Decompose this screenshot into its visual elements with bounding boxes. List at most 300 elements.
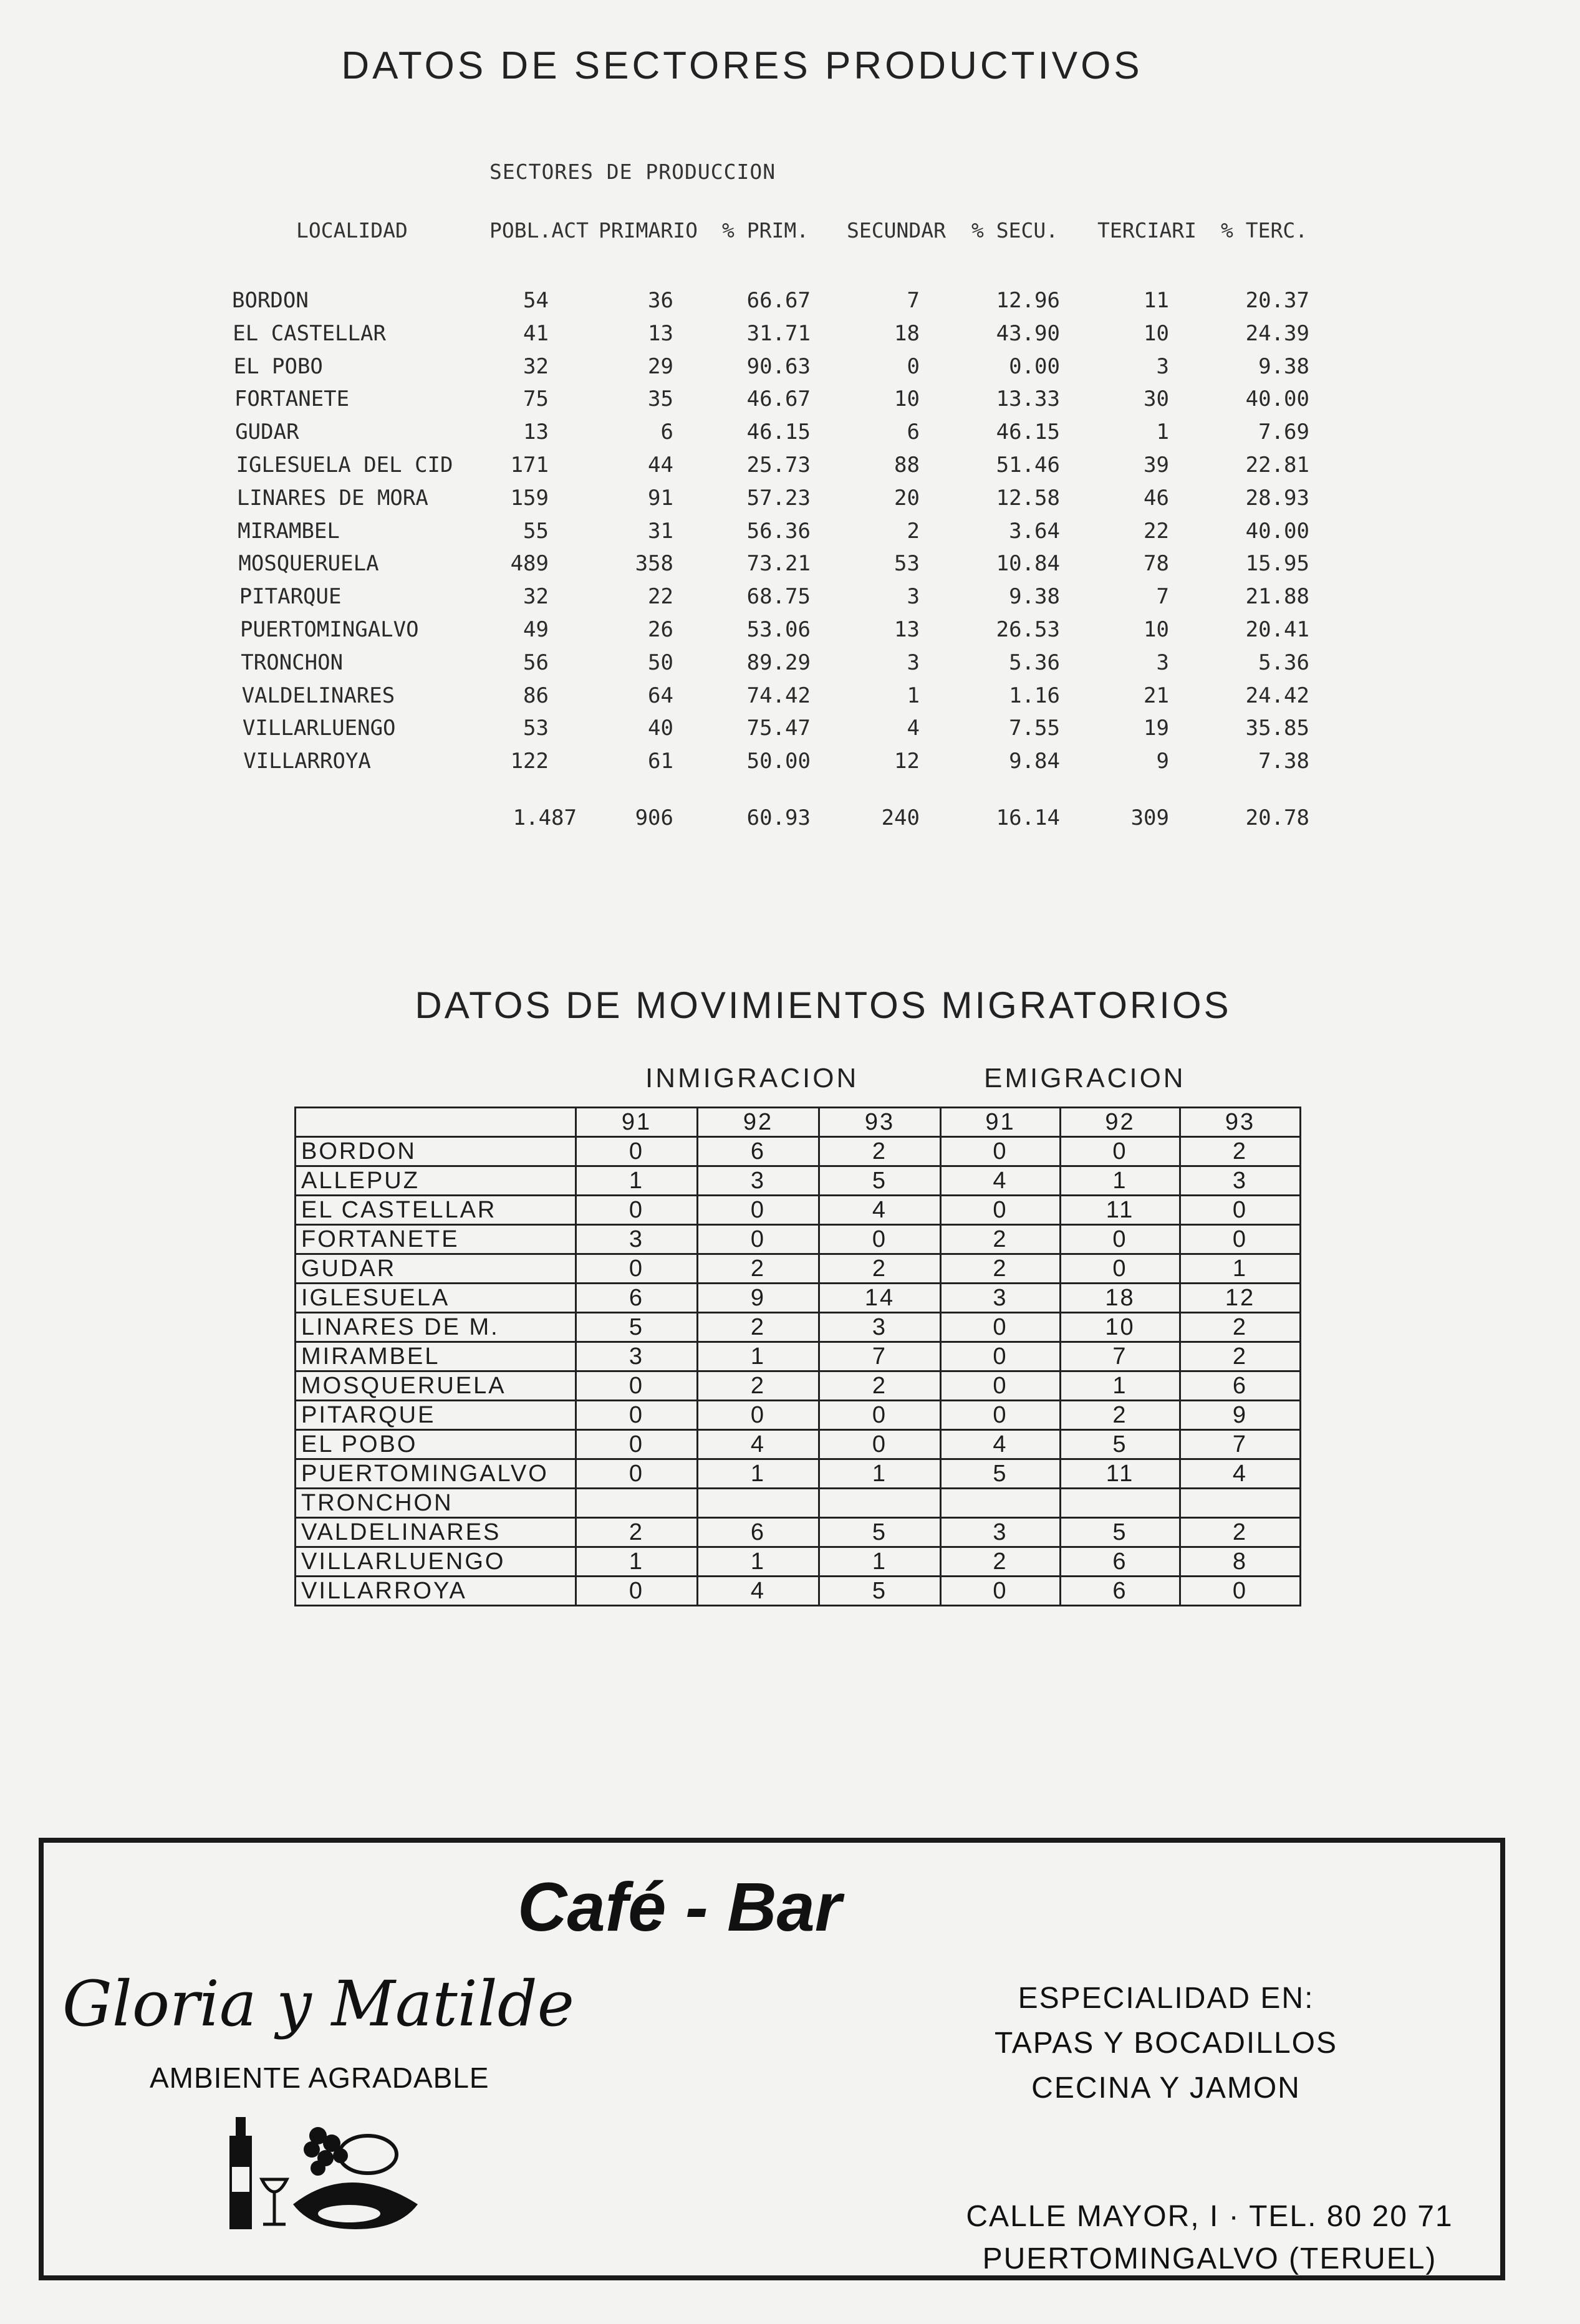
migracion-value: 5 <box>819 1166 941 1196</box>
migracion-value: 4 <box>819 1196 941 1225</box>
cell-localidad: PITARQUE <box>239 584 342 610</box>
migracion-value: 3 <box>576 1342 698 1371</box>
migracion-value: 1 <box>1061 1371 1180 1401</box>
migracion-value: 0 <box>1180 1196 1301 1225</box>
migracion-value: 5 <box>576 1313 698 1342</box>
migracion-value: 0 <box>1061 1225 1180 1254</box>
migracion-value: 9 <box>1180 1401 1301 1430</box>
migracion-value: 0 <box>941 1313 1061 1342</box>
migracion-row <box>296 1459 1301 1489</box>
cell-terciari: 19 <box>1144 716 1169 741</box>
cafe-bar-advertisement <box>39 1838 1505 2280</box>
cell-pct-secu: 7.55 <box>1009 716 1060 741</box>
migracion-value: 3 <box>698 1166 819 1196</box>
migracion-value: 0 <box>576 1430 698 1459</box>
cell-pct-prim: 46.67 <box>746 387 811 412</box>
cell-terciari: 78 <box>1144 551 1169 577</box>
cell-pobl-act: 122 <box>510 749 549 774</box>
cell-secundar: 53 <box>894 551 920 577</box>
cell-secundar: 1 <box>907 683 920 708</box>
cell-secundar: 3 <box>907 650 920 675</box>
migracion-value: 2 <box>1180 1137 1301 1166</box>
cell-pct-prim: 89.29 <box>746 650 811 675</box>
migracion-years-row <box>296 1108 1301 1137</box>
cell-pct-terc: 7.69 <box>1258 420 1309 445</box>
cell-pct-terc: 7.38 <box>1258 749 1309 774</box>
col-header-pct-secu: % SECU. <box>971 218 1059 242</box>
cell-pct-prim: 73.21 <box>746 551 811 577</box>
migracion-value: 0 <box>941 1577 1061 1606</box>
migracion-value: 5 <box>1061 1430 1180 1459</box>
migracion-value: 4 <box>698 1577 819 1606</box>
cell-pct-prim: 50.00 <box>746 749 811 774</box>
sectores-title: DATOS DE SECTORES PRODUCTIVOS <box>341 44 1143 87</box>
cell-pct-prim: 56.36 <box>746 518 811 544</box>
migracion-row <box>296 1313 1301 1342</box>
migracion-value: 4 <box>698 1430 819 1459</box>
cell-pct-secu: 9.84 <box>1009 749 1060 774</box>
cell-localidad: MIRAMBEL <box>238 518 340 544</box>
cell-localidad: BORDON <box>232 288 309 313</box>
cell-pct-secu: 13.33 <box>996 387 1060 412</box>
migracion-localidad: GUDAR <box>296 1254 576 1284</box>
sectores-row <box>0 321 1580 353</box>
migracion-value: 1 <box>819 1459 941 1489</box>
cell-pct-secu: 51.46 <box>996 453 1060 478</box>
col-header-pobl-act: POBL.ACT <box>489 218 589 242</box>
migracion-value: 10 <box>1061 1313 1180 1342</box>
migracion-value: 2 <box>698 1313 819 1342</box>
sectores-row <box>0 420 1580 452</box>
migracion-value: 8 <box>1180 1547 1301 1577</box>
cell-pobl-act: 55 <box>523 518 549 544</box>
migracion-value: 2 <box>819 1371 941 1401</box>
migracion-value <box>576 1489 698 1518</box>
migracion-value: 0 <box>941 1371 1061 1401</box>
migracion-localidad: MOSQUERUELA <box>296 1371 576 1401</box>
cell-primario: 13 <box>648 320 673 346</box>
cell-localidad: MOSQUERUELA <box>238 551 379 577</box>
cell-pct-prim: 90.63 <box>746 353 811 379</box>
migracion-value <box>819 1489 941 1518</box>
migracion-row <box>296 1225 1301 1254</box>
migracion-value <box>1061 1489 1180 1518</box>
migracion-value: 4 <box>1180 1459 1301 1489</box>
migracion-value: 2 <box>941 1547 1061 1577</box>
total-pct-terc: 20.78 <box>1245 805 1309 830</box>
migracion-value: 0 <box>819 1225 941 1254</box>
cell-pobl-act: 56 <box>523 650 549 675</box>
emigracion-label: EMIGRACION <box>984 1063 1186 1093</box>
cell-secundar: 20 <box>894 485 920 511</box>
cell-localidad: VILLARLUENGO <box>242 716 396 741</box>
col-header-primario: PRIMARIO <box>599 218 698 242</box>
ad-tagline: AMBIENTE AGRADABLE <box>150 2062 489 2094</box>
cell-primario: 40 <box>648 716 673 741</box>
cell-pobl-act: 171 <box>510 453 549 478</box>
cell-pct-terc: 5.36 <box>1258 650 1309 675</box>
total-pct-prim: 60.93 <box>746 805 811 830</box>
year-header: 91 <box>941 1108 1061 1137</box>
cell-primario: 26 <box>648 617 673 642</box>
migracion-value: 7 <box>819 1342 941 1371</box>
migracion-value: 2 <box>1180 1313 1301 1342</box>
migracion-row <box>296 1489 1301 1518</box>
migracion-value: 0 <box>698 1196 819 1225</box>
migracion-value: 12 <box>1180 1284 1301 1313</box>
total-secundar: 240 <box>881 805 920 830</box>
cell-pct-terc: 40.00 <box>1245 387 1309 412</box>
migracion-localidad: ALLEPUZ <box>296 1166 576 1196</box>
corner-cell <box>296 1108 576 1137</box>
migracion-value: 0 <box>1061 1137 1180 1166</box>
cell-primario: 31 <box>648 518 673 544</box>
migracion-localidad: PITARQUE <box>296 1401 576 1430</box>
cell-pobl-act: 75 <box>523 387 549 412</box>
migracion-row <box>296 1518 1301 1547</box>
migracion-table <box>294 1107 1301 1606</box>
cell-primario: 35 <box>648 387 673 412</box>
sectores-row <box>0 453 1580 485</box>
migracion-value: 5 <box>941 1459 1061 1489</box>
cell-terciari: 30 <box>1144 387 1169 412</box>
migracion-value: 5 <box>819 1518 941 1547</box>
sectores-row <box>0 288 1580 320</box>
migracion-value: 0 <box>819 1430 941 1459</box>
migracion-localidad: VILLARLUENGO <box>296 1547 576 1577</box>
migracion-value: 0 <box>576 1401 698 1430</box>
col-header-terciari: TERCIARI <box>1097 218 1197 242</box>
migracion-row <box>296 1371 1301 1401</box>
cell-pct-secu: 5.36 <box>1009 650 1060 675</box>
cell-pct-secu: 10.84 <box>996 551 1060 577</box>
cell-pct-prim: 31.71 <box>746 320 811 346</box>
cell-localidad: LINARES DE MORA <box>236 485 428 511</box>
migracion-row <box>296 1430 1301 1459</box>
sectores-row <box>0 551 1580 583</box>
cell-pct-prim: 74.42 <box>746 683 811 708</box>
migracion-value: 0 <box>576 1196 698 1225</box>
migracion-localidad: BORDON <box>296 1137 576 1166</box>
cell-pobl-act: 159 <box>510 485 549 511</box>
col-header-localidad: LOCALIDAD <box>296 218 408 242</box>
migracion-value: 2 <box>1061 1401 1180 1430</box>
cell-pct-terc: 20.41 <box>1245 617 1309 642</box>
sectores-row <box>0 354 1580 387</box>
sectores-subheading: SECTORES DE PRODUCCION <box>489 160 776 184</box>
cell-pct-prim: 68.75 <box>746 584 811 610</box>
cell-pobl-act: 41 <box>523 320 549 346</box>
year-header: 91 <box>576 1108 698 1137</box>
cell-primario: 50 <box>648 650 673 675</box>
migracion-value: 2 <box>819 1254 941 1284</box>
cell-localidad: VILLARROYA <box>243 749 371 774</box>
migracion-title: DATOS DE MOVIMIENTOS MIGRATORIOS <box>415 984 1231 1026</box>
cell-pobl-act: 86 <box>523 683 549 708</box>
cell-pct-prim: 75.47 <box>746 716 811 741</box>
migracion-row <box>296 1284 1301 1313</box>
migracion-value: 0 <box>576 1254 698 1284</box>
migracion-value: 0 <box>698 1401 819 1430</box>
cell-pct-prim: 57.23 <box>746 485 811 511</box>
ad-address: CALLE MAYOR, I · TEL. 80 20 71 <box>966 2200 1453 2233</box>
cell-pct-terc: 20.37 <box>1245 288 1309 313</box>
migracion-value: 1 <box>698 1459 819 1489</box>
cell-localidad: IGLESUELA DEL CID <box>236 453 453 478</box>
year-header: 93 <box>1180 1108 1301 1137</box>
cell-pct-terc: 22.81 <box>1245 453 1309 478</box>
migracion-value: 1 <box>698 1547 819 1577</box>
sectores-row <box>0 749 1580 781</box>
cell-terciari: 3 <box>1156 650 1169 675</box>
cell-pct-prim: 46.15 <box>746 420 811 445</box>
sectores-row <box>0 486 1580 518</box>
cell-terciari: 10 <box>1144 320 1169 346</box>
migracion-localidad: MIRAMBEL <box>296 1342 576 1371</box>
migracion-value: 6 <box>1061 1547 1180 1577</box>
migracion-value: 18 <box>1061 1284 1180 1313</box>
year-header: 93 <box>819 1108 941 1137</box>
migracion-row <box>296 1196 1301 1225</box>
migracion-value: 2 <box>941 1254 1061 1284</box>
cell-secundar: 88 <box>894 453 920 478</box>
migracion-value: 2 <box>698 1254 819 1284</box>
migracion-value: 11 <box>1061 1459 1180 1489</box>
migracion-row <box>296 1401 1301 1430</box>
migracion-localidad: TRONCHON <box>296 1489 576 1518</box>
cell-primario: 64 <box>648 683 673 708</box>
migracion-value: 7 <box>1180 1430 1301 1459</box>
cell-pct-secu: 12.58 <box>996 485 1060 511</box>
cell-pct-prim: 25.73 <box>746 453 811 478</box>
cell-secundar: 7 <box>907 288 920 313</box>
migracion-value: 2 <box>1180 1518 1301 1547</box>
migracion-value: 0 <box>698 1225 819 1254</box>
migracion-value: 5 <box>1061 1518 1180 1547</box>
migracion-localidad: FORTANETE <box>296 1225 576 1254</box>
cell-primario: 36 <box>648 288 673 313</box>
migracion-value: 0 <box>941 1196 1061 1225</box>
migracion-value: 6 <box>576 1284 698 1313</box>
migracion-value: 0 <box>1180 1225 1301 1254</box>
migracion-value: 2 <box>576 1518 698 1547</box>
cell-terciari: 11 <box>1144 288 1169 313</box>
sectores-row <box>0 683 1580 716</box>
cell-primario: 91 <box>648 485 673 511</box>
migracion-value <box>698 1489 819 1518</box>
cell-pct-terc: 28.93 <box>1245 485 1309 511</box>
migracion-value: 3 <box>819 1313 941 1342</box>
migracion-localidad: EL POBO <box>296 1430 576 1459</box>
cell-pct-terc: 15.95 <box>1245 551 1309 577</box>
cell-primario: 358 <box>635 551 673 577</box>
cell-localidad: VALDELINARES <box>241 683 395 708</box>
cell-pobl-act: 53 <box>523 716 549 741</box>
cell-secundar: 18 <box>894 320 920 346</box>
cell-localidad: EL CASTELLAR <box>233 320 386 346</box>
cell-pobl-act: 32 <box>523 353 549 379</box>
cell-pct-secu: 9.38 <box>1009 584 1060 610</box>
migracion-value: 4 <box>941 1430 1061 1459</box>
cell-terciari: 21 <box>1144 683 1169 708</box>
cell-primario: 44 <box>648 453 673 478</box>
cell-pct-secu: 3.64 <box>1009 518 1060 544</box>
migracion-value: 3 <box>576 1225 698 1254</box>
cell-pct-secu: 0.00 <box>1009 353 1060 379</box>
cell-pct-secu: 1.16 <box>1009 683 1060 708</box>
migracion-value: 6 <box>1180 1371 1301 1401</box>
migracion-row <box>296 1166 1301 1196</box>
migracion-value: 0 <box>941 1342 1061 1371</box>
migracion-value: 0 <box>1180 1577 1301 1606</box>
cell-pct-secu: 12.96 <box>996 288 1060 313</box>
migracion-value: 2 <box>1180 1342 1301 1371</box>
sectores-row <box>0 387 1580 419</box>
total-pct-secu: 16.14 <box>996 805 1060 830</box>
cell-pobl-act: 54 <box>523 288 549 313</box>
cell-pct-terc: 9.38 <box>1258 353 1309 379</box>
cell-terciari: 46 <box>1144 485 1169 511</box>
total-primario: 906 <box>635 805 673 830</box>
cell-secundar: 4 <box>907 716 920 741</box>
inmigracion-label: INMIGRACION <box>645 1063 859 1093</box>
migracion-localidad: VALDELINARES <box>296 1518 576 1547</box>
cell-primario: 22 <box>648 584 673 610</box>
migracion-value: 1 <box>698 1342 819 1371</box>
ad-town: PUERTOMINGALVO (TERUEL) <box>982 2242 1437 2275</box>
migracion-value: 14 <box>819 1284 941 1313</box>
cell-pct-secu: 43.90 <box>996 320 1060 346</box>
ad-business-name: Gloria y Matilde <box>62 1967 574 2040</box>
migracion-localidad: PUERTOMINGALVO <box>296 1459 576 1489</box>
cell-secundar: 3 <box>907 584 920 610</box>
cell-pct-terc: 24.42 <box>1245 683 1309 708</box>
cell-pobl-act: 489 <box>510 551 549 577</box>
cell-terciari: 39 <box>1144 453 1169 478</box>
sectores-row <box>0 617 1580 650</box>
migracion-value: 3 <box>941 1518 1061 1547</box>
col-header-pct-terc: % TERC. <box>1221 218 1308 242</box>
migracion-value: 1 <box>1061 1166 1180 1196</box>
migracion-value: 6 <box>698 1137 819 1166</box>
migracion-value: 7 <box>1061 1342 1180 1371</box>
cell-pct-terc: 21.88 <box>1245 584 1309 610</box>
migracion-value: 0 <box>576 1577 698 1606</box>
migracion-value: 5 <box>819 1577 941 1606</box>
cell-localidad: FORTANETE <box>234 387 350 412</box>
migracion-value: 6 <box>698 1518 819 1547</box>
cell-secundar: 2 <box>907 518 920 544</box>
cell-pobl-act: 32 <box>523 584 549 610</box>
cell-pct-terc: 35.85 <box>1245 716 1309 741</box>
total-pobl-act: 1.487 <box>513 805 577 830</box>
cell-terciari: 10 <box>1144 617 1169 642</box>
cell-pct-terc: 24.39 <box>1245 320 1309 346</box>
migracion-value: 0 <box>941 1137 1061 1166</box>
sectores-row <box>0 519 1580 551</box>
year-header: 92 <box>698 1108 819 1137</box>
migracion-value: 2 <box>698 1371 819 1401</box>
cell-pobl-act: 49 <box>523 617 549 642</box>
migracion-value: 1 <box>1180 1254 1301 1284</box>
cell-localidad: GUDAR <box>235 420 299 445</box>
migracion-row <box>296 1547 1301 1577</box>
sectores-row <box>0 650 1580 683</box>
migracion-value: 3 <box>941 1284 1061 1313</box>
col-header-secundar: SECUNDAR <box>847 218 946 242</box>
migracion-value <box>941 1489 1061 1518</box>
cell-secundar: 6 <box>907 420 920 445</box>
ad-specialty-line: ESPECIALIDAD EN: <box>1018 1982 1314 2015</box>
col-header-pct-prim: % PRIM. <box>722 218 809 242</box>
sectores-row <box>0 716 1580 748</box>
cell-terciari: 1 <box>1156 420 1169 445</box>
migracion-localidad: EL CASTELLAR <box>296 1196 576 1225</box>
cell-primario: 6 <box>660 420 673 445</box>
migracion-value: 6 <box>1061 1577 1180 1606</box>
migracion-value: 4 <box>941 1166 1061 1196</box>
migracion-value: 0 <box>576 1137 698 1166</box>
cell-pct-secu: 26.53 <box>996 617 1060 642</box>
cell-terciari: 3 <box>1156 353 1169 379</box>
migracion-value: 11 <box>1061 1196 1180 1225</box>
migracion-value: 1 <box>576 1166 698 1196</box>
migracion-localidad: IGLESUELA <box>296 1284 576 1313</box>
migracion-value: 0 <box>941 1401 1061 1430</box>
cell-pct-prim: 53.06 <box>746 617 811 642</box>
ad-specialty-line: CECINA Y JAMON <box>1031 2072 1301 2105</box>
ad-specialty-line: TAPAS Y BOCADILLOS <box>995 2027 1337 2060</box>
migracion-value: 2 <box>941 1225 1061 1254</box>
migracion-value: 3 <box>1180 1166 1301 1196</box>
migracion-value: 0 <box>576 1371 698 1401</box>
year-header: 92 <box>1061 1108 1180 1137</box>
migracion-value: 0 <box>819 1401 941 1430</box>
wine-and-food-illustration-icon <box>224 2111 424 2242</box>
cell-terciari: 7 <box>1156 584 1169 610</box>
migracion-value: 1 <box>576 1547 698 1577</box>
migracion-value: 1 <box>819 1547 941 1577</box>
migracion-localidad: VILLARROYA <box>296 1577 576 1606</box>
sectores-row <box>0 584 1580 617</box>
migracion-localidad: LINARES DE M. <box>296 1313 576 1342</box>
cell-terciari: 9 <box>1156 749 1169 774</box>
cell-secundar: 10 <box>894 387 920 412</box>
cell-localidad: EL POBO <box>233 353 323 379</box>
migracion-value: 0 <box>576 1459 698 1489</box>
total-terciari: 309 <box>1130 805 1169 830</box>
cell-terciari: 22 <box>1144 518 1169 544</box>
sectores-totals-row <box>0 805 1580 838</box>
cell-secundar: 12 <box>894 749 920 774</box>
cell-secundar: 0 <box>907 353 920 379</box>
migracion-value <box>1180 1489 1301 1518</box>
migracion-row <box>296 1577 1301 1606</box>
cell-pct-terc: 40.00 <box>1245 518 1309 544</box>
migracion-value: 2 <box>819 1137 941 1166</box>
cell-localidad: PUERTOMINGALVO <box>240 617 419 642</box>
cell-primario: 61 <box>648 749 673 774</box>
cell-secundar: 13 <box>894 617 920 642</box>
cell-pobl-act: 13 <box>523 420 549 445</box>
migracion-row <box>296 1254 1301 1284</box>
migracion-value: 9 <box>698 1284 819 1313</box>
migracion-value: 0 <box>1061 1254 1180 1284</box>
cell-primario: 29 <box>648 353 673 379</box>
cell-pct-prim: 66.67 <box>746 288 811 313</box>
ad-heading: Café - Bar <box>518 1869 842 1946</box>
migracion-row <box>296 1342 1301 1371</box>
